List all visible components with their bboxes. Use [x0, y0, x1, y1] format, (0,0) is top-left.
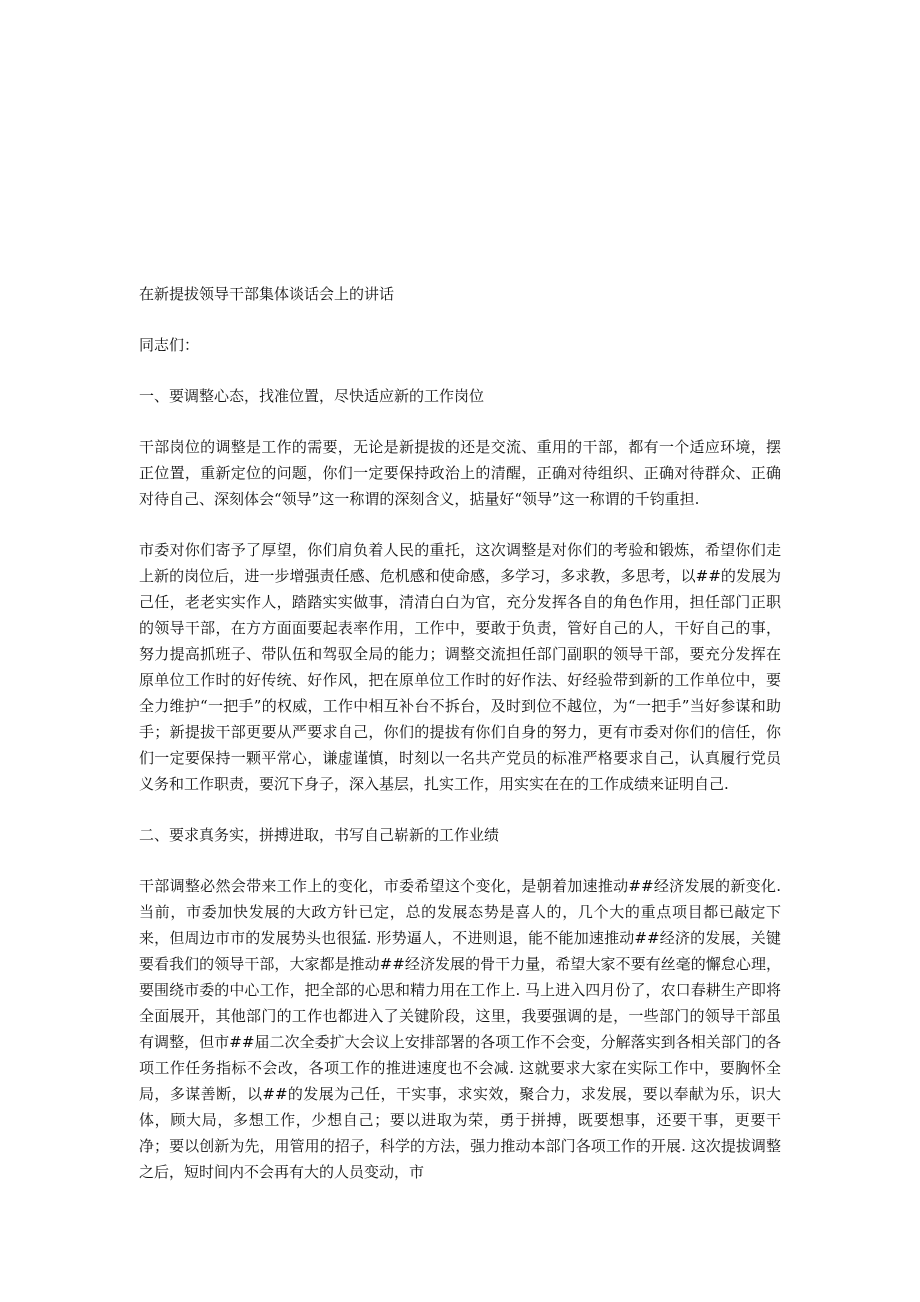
- document-title: 在新提拔领导干部集体谈话会上的讲话: [139, 285, 395, 303]
- section-2-heading: 二、要求真务实，拼搏进取，书写自己崭新的工作业绩: [139, 826, 500, 844]
- section-1-paragraph-2: 市委对你们寄予了厚望，你们肩负着人民的重托，这次调整是对你们的考验和锻炼，希望你们走上新的岗位后，进一步增强责任感、危机感和使命感，多学习，多求教，多思考，以##的发展为己任，老老实实作人，踏踏实实做事，清清白白为官，充分发挥各自的角色作用，担任部门正职的领导干部，在方方面面要起表率作用，工作中，要敢于负责，管好自己的人，干好自己的事，努力提高抓班子、带队伍和驾驭全局的能力；调整交流担任部门副职的领导干部，要充分发挥在原单位工作时的好传统、好作风，把在原单位工作时的好作法、好经验带到新的工作单位中，要全力维护“一把手”的权威，工作中相互补台不拆台，及时到位不越位，为“一把手”当好参谋和助手；新提拔干部更要从严要求自己，你们的提拔有你们自身的努力，更有市委对你们的信任，你们一定要保持一颗平常心，谦虚谨慎，时刻以一名共产党员的标准严格要求自己，认真履行党员义务和工作职责，要沉下身子，深入基层，扎实工作，用实实在在的工作成绩来证明自己.: [139, 541, 781, 793]
- section-1-paragraph-1: 干部岗位的调整是工作的需要，无论是新提拔的还是交流、重用的干部，都有一个适应环境，摆正位置，重新定位的问题，你们一定要保持政治上的清醒，正确对待组织、正确对待群众、正确对待自己、深刻体会“领导”这一称谓的深刻含义，掂量好“领导”这一称谓的千钧重担.: [139, 438, 781, 508]
- greeting: 同志们：: [139, 336, 200, 354]
- section-2-paragraph-1: 干部调整必然会带来工作上的变化，市委希望这个变化，是朝着加速推动##经济发展的新变化. 当前，市委加快发展的大政方针已定，总的发展态势是喜人的，几个大的重点项目都已敲定下来，但周边市市的发展势头也很猛. 形势逼人，不进则退，能不能加速推动##经济的发展，关键要看我们的领导干部，大家都是推动##经济发展的骨干力量，希望大家不要有丝毫的懈怠心理，要围绕市委的中心工作，把全部的心思和精力用在工作上. 马上进入四月份了，农口春耕生产即将全面展开，其他部门的工作也都进入了关键阶段，这里，我要强调的是，一些部门的领导干部虽有调整，但市##届二次全委扩大会议上安排部署的各项工作不会变，分解落实到各相关部门的各项工作任务指标不会改，各项工作的推进速度也不会减. 这就要求大家在实际工作中，要胸怀全局，多谋善断，以##的发展为己任，干实事，求实效，聚合力，求发展，要以奉献为乐，识大体，顾大局，多想工作，少想自己；要以进取为荣，勇于拼搏，既要想事，还要干事，更要干净；要以创新为先，用管用的招子，科学的方法，强力推动本部门各项工作的开展. 这次提拔调整之后，短时间内不会再有大的人员变动，市: [139, 877, 781, 1181]
- section-1-heading: 一、要调整心态，找准位置，尽快适应新的工作岗位: [139, 387, 485, 405]
- document-page: [139, 270, 781, 1185]
